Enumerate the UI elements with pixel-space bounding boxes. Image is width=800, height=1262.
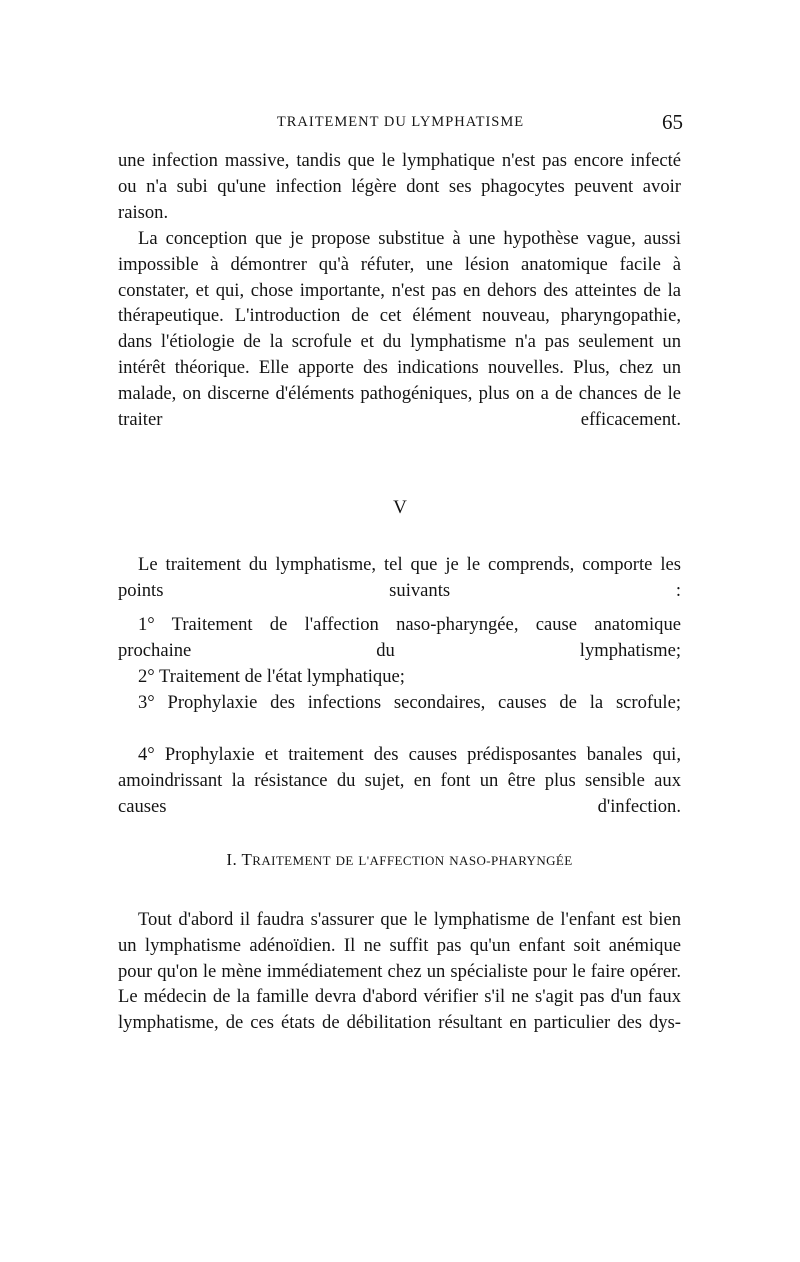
subsection-word-3: L'AFFECTION: [358, 853, 445, 868]
subsection-initial: T: [241, 850, 253, 869]
subsection-heading: [118, 850, 681, 870]
paragraph-continuation: une infection massive, tandis que le lymphatique n'est pas encore infecté ou n'a subi qu'une infection légère dont ses phagocytes peuvent avoir raison.: [118, 150, 681, 223]
paragraph-adenoid: Tout d'abord il faudra s'assurer que le lymphatisme de l'enfant est bien un lymphatisme adénoïdien. Il ne suffit pas qu'un enfant soit anémique pour qu'on le mène immédiatement chez un spécialiste pour le faire opérer. Le médecin de la famille devra d'abord vérifier s'il ne s'agit pas d'un faux lymphatisme, de ces états de débilitation résultant en particulier des dys-: [118, 909, 681, 1034]
list-item-4: 4° Prophylaxie et traitement des causes prédisposantes banales qui, amoindrissant la résistance du sujet, en font un être plus sensible aux causes d'infection.: [118, 744, 681, 817]
subsection-word-2: DE: [335, 853, 354, 868]
paragraph-intro-list: Le traitement du lymphatisme, tel que je le comprends, comporte les points suivants :: [118, 554, 681, 601]
page-number: 65: [662, 110, 683, 134]
subsection-word-4: NASO-PHARYNGÉE: [449, 853, 573, 868]
subsection-numeral: I.: [226, 850, 238, 869]
section-number: V: [393, 497, 407, 518]
running-title: TRAITEMENT DU LYMPHATISME: [276, 114, 525, 130]
list-item-3: 3° Prophylaxie des infections secondaires, causes de la scrofule;: [138, 692, 681, 713]
list-item-2: 2° Traitement de l'état lymphatique;: [138, 666, 405, 687]
running-header: [118, 110, 683, 138]
list-item-1: 1° Traitement de l'affection naso-pharyngée, cause anatomique prochaine du lymphatisme;: [118, 614, 681, 661]
subsection-word-1: RAITEMENT: [252, 853, 331, 868]
paragraph-conception: La conception que je propose substitue à une hypothèse vague, aussi impossible à démontrer qu'à réfuter, une lésion anatomique facile à constater, et qui, chose importante, n'est pas en dehors des atteintes de la thérapeutique. L'introduction de cet élément nouveau, pharyngopathie, dans l'étiologie de la scrofule et du lymphatisme n'a pas seulement un intérêt théorique. Elle apporte des indications nouvelles. Plus, chez un malade, on discerne d'éléments pathogéniques, plus on a de chances de le traiter efficacement.: [118, 228, 681, 430]
